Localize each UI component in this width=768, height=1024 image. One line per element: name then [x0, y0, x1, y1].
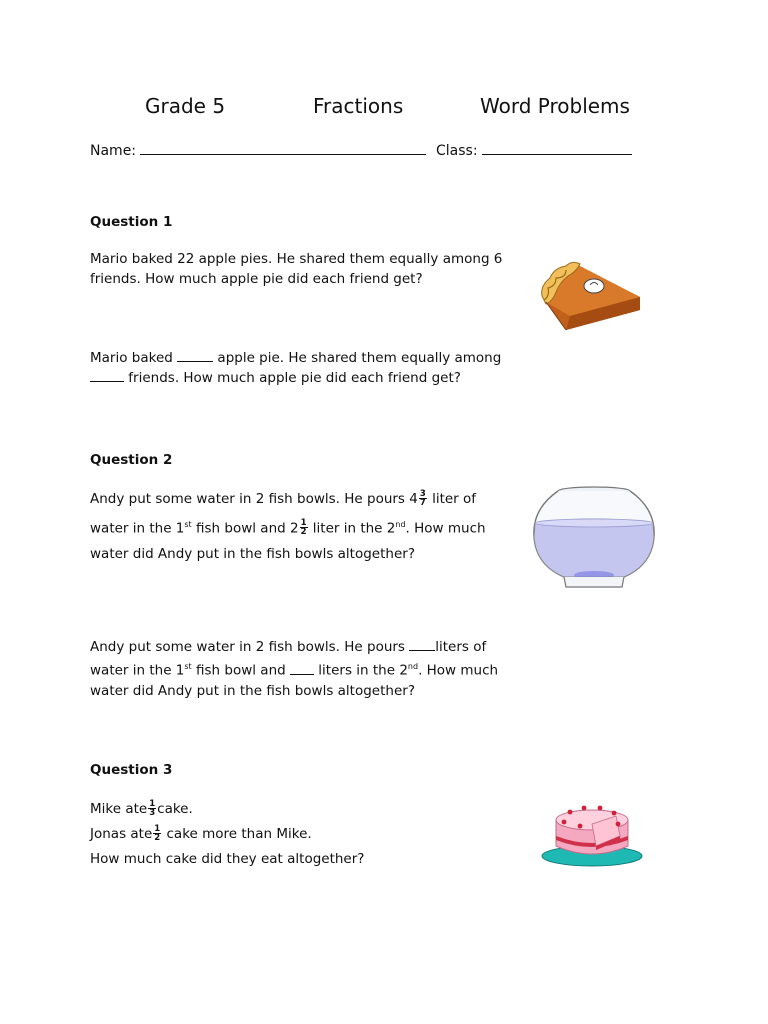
name-label: Name:: [90, 143, 137, 159]
q2b-text-a: Andy put some water in 2 fish bowls. He pours: [90, 639, 405, 655]
question2-line3: water did Andy put in the fish bowls altogether?: [90, 545, 415, 562]
q3-fraction-1-3: [148, 800, 156, 817]
class-blank[interactable]: [482, 154, 632, 155]
q2-text-b: liter of: [432, 491, 477, 507]
q2b-text-b: liters of: [435, 639, 487, 655]
q2-blank-second[interactable]: [290, 674, 314, 675]
question2-blank-text: [90, 637, 498, 701]
q1b-text-b: apple pie. He shared them equally among: [217, 350, 502, 366]
q2b-sup-st: st: [184, 662, 192, 671]
apple-pie-slice-icon: [536, 252, 646, 344]
q2-text-c: water in the 1: [90, 520, 185, 537]
question1-blank-line1: [90, 348, 501, 368]
q2-sup-st: st: [184, 520, 192, 529]
q2b-text-e: liters in the 2: [318, 662, 408, 679]
question3-text: [90, 797, 364, 872]
q3-frac1-denominator: 3: [149, 807, 156, 818]
q2-frac1-numerator: 3: [419, 488, 426, 499]
q2-text-e: liter in the 2: [312, 520, 396, 537]
q2-frac2-denominator: 2: [300, 527, 307, 537]
question3-heading: Question 3: [90, 762, 173, 778]
q3-text-c: Jonas ate: [90, 826, 153, 842]
question1-blank-text: [90, 348, 501, 388]
subject-title: Fractions: [313, 94, 404, 118]
q2-text-a: Andy put some water in 2 fish bowls. He pours 4: [90, 491, 418, 507]
question1-heading: Question 1: [90, 214, 173, 230]
q2-fraction-1-2: [300, 519, 308, 536]
question3-line3: How much cake did they eat altogether?: [90, 851, 365, 867]
question1-line2: friends. How much apple pie did each friend get?: [90, 271, 423, 287]
q2b-sup-nd: nd: [407, 662, 419, 671]
q2-frac2-numerator: 1: [300, 518, 307, 528]
grade-title: Grade 5: [145, 94, 226, 118]
question2-blank-line1: [90, 637, 498, 657]
question1-text: [90, 249, 502, 289]
q1-blank-friends[interactable]: [90, 381, 124, 382]
q1b-text-a: Mario baked: [90, 350, 173, 366]
question1-line1: Mario baked 22 apple pies. He shared them equally among 6: [90, 251, 503, 267]
q2b-text-d: fish bowl and: [196, 662, 286, 679]
q2-blank-first[interactable]: [409, 650, 435, 651]
q2-frac1-denominator: 7: [419, 497, 426, 508]
question2-line2: [90, 512, 486, 542]
q2b-text-c: water in the 1: [90, 662, 185, 679]
q2-fraction-3-7: [419, 490, 427, 507]
question2-line1: [90, 487, 486, 512]
class-row: [436, 143, 632, 159]
q2b-text-f: . How much: [418, 662, 499, 679]
question2-blank-line2: [90, 657, 498, 681]
q3-frac2-numerator: 1: [154, 823, 161, 834]
question3-line2: [90, 822, 364, 847]
q2-text-f: . How much: [405, 520, 486, 537]
name-row: [90, 143, 426, 159]
question2-text: [90, 487, 486, 567]
fish-bowl-icon: [530, 485, 658, 593]
q3-text-d: cake more than Mike.: [166, 826, 312, 842]
question1-blank-line2: [90, 368, 501, 388]
q2-text-d: fish bowl and 2: [196, 520, 299, 537]
q3-text-a: Mike ate: [90, 801, 148, 817]
question2-heading: Question 2: [90, 452, 173, 468]
class-label: Class:: [436, 143, 478, 159]
q2-sup-nd: nd: [395, 520, 406, 529]
cake-icon: [540, 800, 648, 872]
q3-frac2-denominator: 2: [154, 832, 161, 843]
q3-fraction-1-2: [153, 825, 161, 842]
q3-text-b: cake.: [157, 801, 193, 817]
topic-title: Word Problems: [480, 94, 630, 118]
q1b-text-c: friends. How much apple pie did each friend get?: [128, 370, 461, 386]
q3-frac1-numerator: 1: [149, 798, 156, 809]
name-blank[interactable]: [140, 154, 426, 155]
question3-line1: [90, 797, 364, 822]
q1-blank-pies[interactable]: [177, 361, 213, 362]
question2-blank-line3: water did Andy put in the fish bowls altogether?: [90, 682, 415, 699]
